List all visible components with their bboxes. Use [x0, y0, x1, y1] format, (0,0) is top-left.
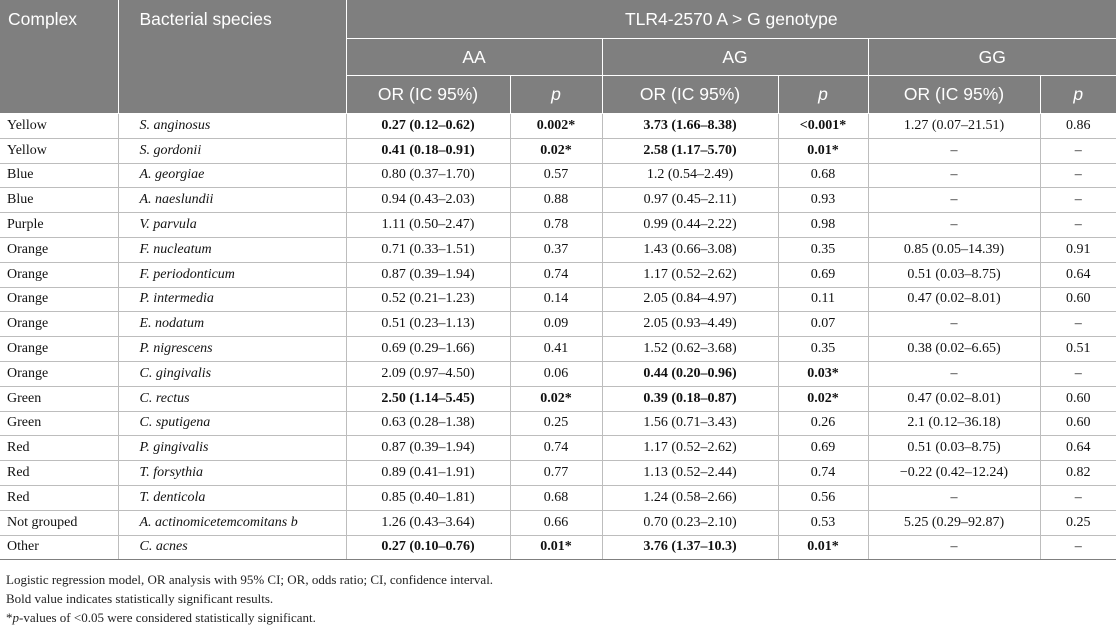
gg-p-cell: –	[1040, 163, 1116, 188]
table-row	[0, 262, 1116, 287]
species-cell: S. gordonii	[118, 138, 346, 163]
ag-or-cell: 0.99 (0.44–2.22)	[602, 213, 778, 238]
aa-or-cell: 0.80 (0.37–1.70)	[346, 163, 510, 188]
ag-or-cell: 0.97 (0.45–2.11)	[602, 188, 778, 213]
species-cell: A. actinomicetemcomitans b	[118, 510, 346, 535]
ag-or-cell: 3.73 (1.66–8.38)	[602, 114, 778, 139]
complex-cell: Orange	[0, 287, 118, 312]
gg-or-cell: 1.27 (0.07–21.51)	[868, 114, 1040, 139]
genotype-header: TLR4-2570 A > G genotype	[346, 0, 1116, 39]
gg-p-cell: 0.25	[1040, 510, 1116, 535]
gg-p-cell: 0.51	[1040, 337, 1116, 362]
ag-or-cell: 1.2 (0.54–2.49)	[602, 163, 778, 188]
complex-cell: Orange	[0, 262, 118, 287]
aa-or-cell: 0.52 (0.21–1.23)	[346, 287, 510, 312]
species-cell: C. rectus	[118, 386, 346, 411]
gg-or-cell: –	[868, 138, 1040, 163]
ag-p-cell: 0.01*	[778, 535, 868, 560]
gg-or-cell: –	[868, 213, 1040, 238]
aa-or-cell: 1.26 (0.43–3.64)	[346, 510, 510, 535]
ag-or-cell: 0.70 (0.23–2.10)	[602, 510, 778, 535]
gg-p-cell: 0.82	[1040, 461, 1116, 486]
gg-or-cell: –	[868, 485, 1040, 510]
complex-cell: Blue	[0, 188, 118, 213]
ag-or-header: OR (IC 95%)	[602, 76, 778, 114]
species-cell: P. nigrescens	[118, 337, 346, 362]
aa-or-cell: 0.41 (0.18–0.91)	[346, 138, 510, 163]
ag-or-cell: 1.17 (0.52–2.62)	[602, 262, 778, 287]
species-cell: P. intermedia	[118, 287, 346, 312]
complex-cell: Red	[0, 461, 118, 486]
gg-or-cell: –	[868, 163, 1040, 188]
table-row	[0, 485, 1116, 510]
complex-cell: Other	[0, 535, 118, 560]
table-row	[0, 188, 1116, 213]
ag-p-cell: 0.68	[778, 163, 868, 188]
species-cell: C. acnes	[118, 535, 346, 560]
aa-p-cell: 0.09	[510, 312, 602, 337]
gg-or-cell: 5.25 (0.29–92.87)	[868, 510, 1040, 535]
table-row	[0, 213, 1116, 238]
aa-or-cell: 0.51 (0.23–1.13)	[346, 312, 510, 337]
ag-p-cell: 0.03*	[778, 361, 868, 386]
aa-or-header: OR (IC 95%)	[346, 76, 510, 114]
gg-p-cell: –	[1040, 312, 1116, 337]
aa-or-cell: 2.09 (0.97–4.50)	[346, 361, 510, 386]
species-cell: T. forsythia	[118, 461, 346, 486]
ag-p-cell: 0.35	[778, 337, 868, 362]
footnote-bold: Bold value indicates statistically significant results.	[6, 591, 274, 606]
footnote-significance	[6, 608, 493, 627]
aa-or-cell: 0.94 (0.43–2.03)	[346, 188, 510, 213]
aa-or-cell: 0.71 (0.33–1.51)	[346, 237, 510, 262]
ag-p-cell: 0.69	[778, 262, 868, 287]
gg-p-cell: –	[1040, 485, 1116, 510]
ag-or-cell: 2.05 (0.84–4.97)	[602, 287, 778, 312]
species-cell: V. parvula	[118, 213, 346, 238]
complex-cell: Purple	[0, 213, 118, 238]
species-header: Bacterial species	[118, 0, 346, 114]
gg-p-header: p	[1040, 76, 1116, 114]
aa-or-cell: 0.27 (0.10–0.76)	[346, 535, 510, 560]
ag-or-cell: 2.05 (0.93–4.49)	[602, 312, 778, 337]
gg-p-cell: 0.64	[1040, 262, 1116, 287]
table-row	[0, 163, 1116, 188]
gg-or-cell: –	[868, 188, 1040, 213]
ag-p-cell: 0.93	[778, 188, 868, 213]
gg-or-cell: 0.51 (0.03–8.75)	[868, 436, 1040, 461]
table-row	[0, 287, 1116, 312]
group-ag-header: AG	[602, 39, 868, 76]
species-cell: A. naeslundii	[118, 188, 346, 213]
ag-p-cell: 0.07	[778, 312, 868, 337]
group-gg-header: GG	[868, 39, 1116, 76]
gg-or-cell: 0.47 (0.02–8.01)	[868, 287, 1040, 312]
aa-p-cell: 0.37	[510, 237, 602, 262]
species-cell: C. sputigena	[118, 411, 346, 436]
aa-p-cell: 0.66	[510, 510, 602, 535]
ag-p-header: p	[778, 76, 868, 114]
aa-or-cell: 2.50 (1.14–5.45)	[346, 386, 510, 411]
complex-cell: Yellow	[0, 138, 118, 163]
species-cell: C. gingivalis	[118, 361, 346, 386]
ag-p-cell: <0.001*	[778, 114, 868, 139]
ag-or-cell: 0.39 (0.18–0.87)	[602, 386, 778, 411]
gg-p-cell: –	[1040, 213, 1116, 238]
ag-or-cell: 1.56 (0.71–3.43)	[602, 411, 778, 436]
species-cell: F. nucleatum	[118, 237, 346, 262]
footnote-significance-text: -values of <0.05 were considered statistically significant.	[19, 610, 316, 625]
table-row	[0, 461, 1116, 486]
ag-p-cell: 0.11	[778, 287, 868, 312]
ag-or-cell: 3.76 (1.37–10.3)	[602, 535, 778, 560]
table-row	[0, 237, 1116, 262]
aa-p-cell: 0.74	[510, 262, 602, 287]
complex-cell: Red	[0, 436, 118, 461]
gg-p-cell: –	[1040, 535, 1116, 560]
ag-or-cell: 1.43 (0.66–3.08)	[602, 237, 778, 262]
ag-p-cell: 0.69	[778, 436, 868, 461]
aa-or-cell: 0.63 (0.28–1.38)	[346, 411, 510, 436]
complex-cell: Green	[0, 411, 118, 436]
complex-cell: Orange	[0, 312, 118, 337]
gg-p-cell: 0.60	[1040, 386, 1116, 411]
species-cell: F. periodonticum	[118, 262, 346, 287]
header-row-1	[0, 0, 1116, 39]
table-row	[0, 510, 1116, 535]
gg-or-cell: 0.38 (0.02–6.65)	[868, 337, 1040, 362]
gg-or-cell: 0.85 (0.05–14.39)	[868, 237, 1040, 262]
complex-cell: Yellow	[0, 114, 118, 139]
table-row	[0, 386, 1116, 411]
gg-p-cell: –	[1040, 188, 1116, 213]
gg-or-cell: –	[868, 312, 1040, 337]
table-row	[0, 361, 1116, 386]
gg-p-cell: 0.60	[1040, 411, 1116, 436]
aa-p-cell: 0.74	[510, 436, 602, 461]
species-cell: A. georgiae	[118, 163, 346, 188]
species-cell: P. gingivalis	[118, 436, 346, 461]
gg-or-header: OR (IC 95%)	[868, 76, 1040, 114]
aa-p-cell: 0.41	[510, 337, 602, 362]
table-row	[0, 535, 1116, 560]
footnote-p-symbol: p	[12, 610, 19, 625]
table-body	[0, 114, 1116, 560]
complex-cell: Orange	[0, 361, 118, 386]
gg-or-cell: 0.47 (0.02–8.01)	[868, 386, 1040, 411]
gg-p-cell: 0.64	[1040, 436, 1116, 461]
aa-p-cell: 0.02*	[510, 138, 602, 163]
complex-header: Complex	[0, 0, 118, 114]
ag-or-cell: 2.58 (1.17–5.70)	[602, 138, 778, 163]
aa-p-cell: 0.01*	[510, 535, 602, 560]
table-row	[0, 436, 1116, 461]
ag-p-cell: 0.56	[778, 485, 868, 510]
aa-p-cell: 0.14	[510, 287, 602, 312]
aa-p-cell: 0.78	[510, 213, 602, 238]
aa-p-cell: 0.02*	[510, 386, 602, 411]
ag-p-cell: 0.01*	[778, 138, 868, 163]
aa-p-header: p	[510, 76, 602, 114]
species-cell: E. nodatum	[118, 312, 346, 337]
ag-or-cell: 0.44 (0.20–0.96)	[602, 361, 778, 386]
gg-p-cell: 0.91	[1040, 237, 1116, 262]
table-row	[0, 312, 1116, 337]
gg-p-cell: 0.60	[1040, 287, 1116, 312]
aa-or-cell: 1.11 (0.50–2.47)	[346, 213, 510, 238]
aa-or-cell: 0.87 (0.39–1.94)	[346, 262, 510, 287]
complex-cell: Orange	[0, 337, 118, 362]
aa-p-cell: 0.57	[510, 163, 602, 188]
ag-p-cell: 0.26	[778, 411, 868, 436]
table-row	[0, 337, 1116, 362]
gg-p-cell: –	[1040, 361, 1116, 386]
complex-cell: Orange	[0, 237, 118, 262]
ag-p-cell: 0.98	[778, 213, 868, 238]
ag-p-cell: 0.53	[778, 510, 868, 535]
aa-p-cell: 0.06	[510, 361, 602, 386]
group-aa-header: AA	[346, 39, 602, 76]
species-cell: S. anginosus	[118, 114, 346, 139]
gg-or-cell: 2.1 (0.12–36.18)	[868, 411, 1040, 436]
gg-or-cell: −0.22 (0.42–12.24)	[868, 461, 1040, 486]
table-row	[0, 411, 1116, 436]
complex-cell: Not grouped	[0, 510, 118, 535]
aa-p-cell: 0.68	[510, 485, 602, 510]
complex-cell: Red	[0, 485, 118, 510]
ag-or-cell: 1.17 (0.52–2.62)	[602, 436, 778, 461]
table-row	[0, 114, 1116, 139]
table-footnotes	[6, 570, 493, 627]
aa-p-cell: 0.002*	[510, 114, 602, 139]
footnote-method: Logistic regression model, OR analysis with 95% CI; OR, odds ratio; CI, confidence interval.	[6, 572, 494, 587]
gg-or-cell: –	[868, 535, 1040, 560]
gg-p-cell: –	[1040, 138, 1116, 163]
ag-p-cell: 0.02*	[778, 386, 868, 411]
aa-p-cell: 0.25	[510, 411, 602, 436]
ag-or-cell: 1.52 (0.62–3.68)	[602, 337, 778, 362]
aa-or-cell: 0.69 (0.29–1.66)	[346, 337, 510, 362]
aa-or-cell: 0.89 (0.41–1.91)	[346, 461, 510, 486]
ag-or-cell: 1.24 (0.58–2.66)	[602, 485, 778, 510]
aa-p-cell: 0.77	[510, 461, 602, 486]
table-row	[0, 138, 1116, 163]
footnote-asterisk: *	[6, 610, 13, 625]
ag-p-cell: 0.74	[778, 461, 868, 486]
complex-cell: Green	[0, 386, 118, 411]
aa-p-cell: 0.88	[510, 188, 602, 213]
aa-or-cell: 0.87 (0.39–1.94)	[346, 436, 510, 461]
aa-or-cell: 0.27 (0.12–0.62)	[346, 114, 510, 139]
complex-cell: Blue	[0, 163, 118, 188]
gg-p-cell: 0.86	[1040, 114, 1116, 139]
gg-or-cell: –	[868, 361, 1040, 386]
aa-or-cell: 0.85 (0.40–1.81)	[346, 485, 510, 510]
ag-or-cell: 1.13 (0.52–2.44)	[602, 461, 778, 486]
species-cell: T. denticola	[118, 485, 346, 510]
ag-p-cell: 0.35	[778, 237, 868, 262]
gg-or-cell: 0.51 (0.03–8.75)	[868, 262, 1040, 287]
